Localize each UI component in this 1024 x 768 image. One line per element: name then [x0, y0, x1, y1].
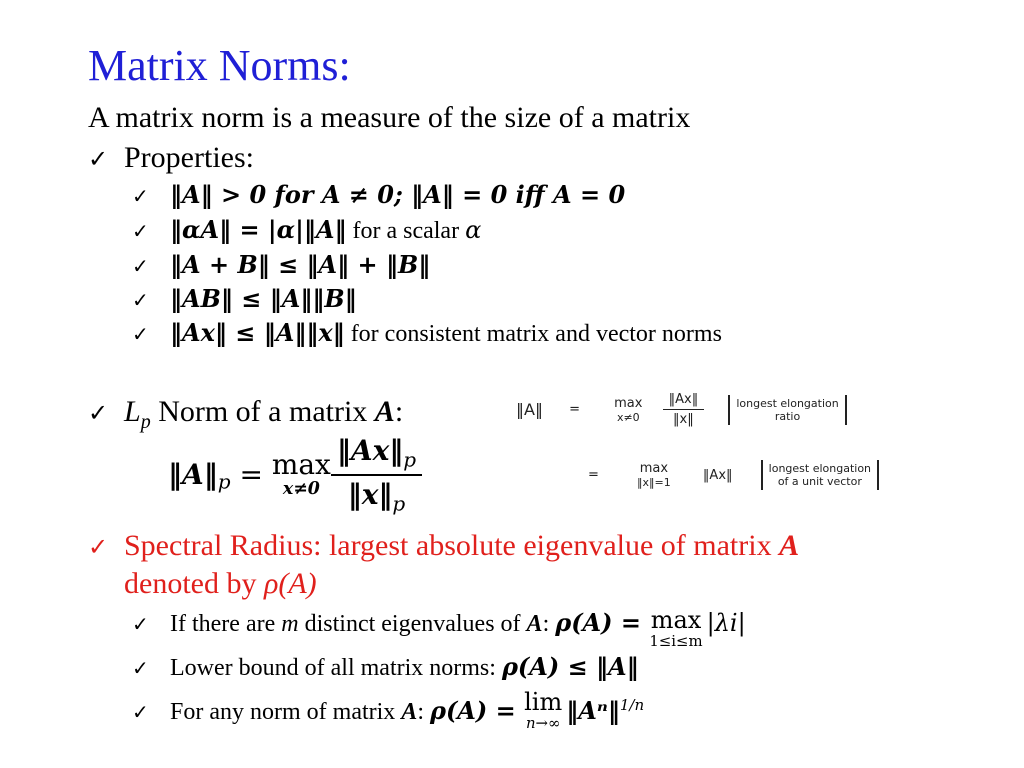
property-item-1 — [132, 180, 625, 211]
property-tail: α — [465, 216, 482, 244]
limit-operator: lim n→∞ — [524, 688, 563, 732]
check-icon: ✓ — [88, 399, 109, 427]
check-icon: ✓ — [88, 533, 109, 561]
property-math: ‖αA‖ = |α|‖A‖ — [170, 215, 347, 244]
check-icon: ✓ — [132, 288, 149, 312]
check-icon: ✓ — [132, 322, 149, 346]
lp-norm-formula: $‖A‖_p$ = max x≠0 $\frac{‖Ax‖_p}{‖x‖_p}$ — [168, 434, 422, 515]
check-icon: ✓ — [132, 656, 149, 680]
max-operator: max 1≤i≤m — [649, 606, 703, 650]
property-math: ‖AB‖ ≤ ‖A‖‖B‖ — [170, 284, 357, 313]
property-item-2 — [132, 215, 481, 246]
properties-heading — [88, 140, 254, 177]
slide-title: Matrix Norms: — [88, 41, 351, 90]
properties-label: Properties: — [124, 141, 254, 174]
property-item-3 — [132, 250, 430, 281]
check-icon: ✓ — [132, 184, 149, 208]
property-text: for a scalar — [352, 218, 460, 244]
check-icon: ✓ — [132, 612, 149, 636]
spectral-item-2: ✓ Lower bound of all matrix norms: ρ(A) ≤ ‖A‖ — [132, 652, 639, 681]
spectral-radius-subline: denoted by ρ(A) — [124, 567, 317, 600]
lp-fraction — [331, 434, 422, 515]
fraction-denominator: $‖x‖_p$ — [347, 477, 406, 516]
property-math: ‖Ax‖ ≤ ‖A‖‖x‖ — [170, 318, 345, 347]
property-math: ‖A‖ > 0 for A ≠ 0; ‖A‖ = 0 iff A = 0 — [170, 180, 626, 209]
property-item-4 — [132, 284, 357, 315]
property-item-5 — [132, 318, 722, 349]
handwritten-note: longest elongation ratio — [728, 395, 846, 425]
check-icon: ✓ — [132, 219, 149, 243]
property-math: ‖A + B‖ ≤ ‖A‖ + ‖B‖ — [170, 250, 431, 279]
check-icon: ✓ — [88, 145, 109, 173]
check-icon: ✓ — [132, 254, 149, 278]
fraction-numerator: $‖Ax‖_p$ — [331, 434, 422, 476]
lp-norm-heading: ✓ $L_p$ Norm of a matrix A: — [88, 395, 404, 433]
check-icon: ✓ — [132, 700, 149, 724]
max-operator: max x≠0 — [271, 447, 331, 499]
handwritten-notes-row2: = max ‖x‖=1 ‖Ax‖ longest elongation of a unit vector — [588, 460, 879, 490]
spectral-radius-heading: ✓ Spectral Radius: largest absolute eigenvalue of matrix A — [88, 528, 799, 565]
property-text: for consistent matrix and vector norms — [350, 321, 722, 347]
spectral-item-3: ✓ For any norm of matrix A: ρ(A) = lim n→∞ ‖Aⁿ‖$^{1/n}$ — [132, 688, 645, 732]
handwritten-note: longest elongation of a unit vector — [761, 460, 879, 490]
intro-text: A matrix norm is a measure of the size of a matrix — [88, 101, 691, 134]
handwritten-notes-row1: ‖A‖ = max x≠0 $\frac{‖Ax‖}{‖x‖}$ longest elongation ratio — [516, 392, 847, 427]
spectral-item-1: ✓ If there are m distinct eigenvalues of A: ρ(A) = max 1≤i≤m |λi| — [132, 606, 746, 650]
